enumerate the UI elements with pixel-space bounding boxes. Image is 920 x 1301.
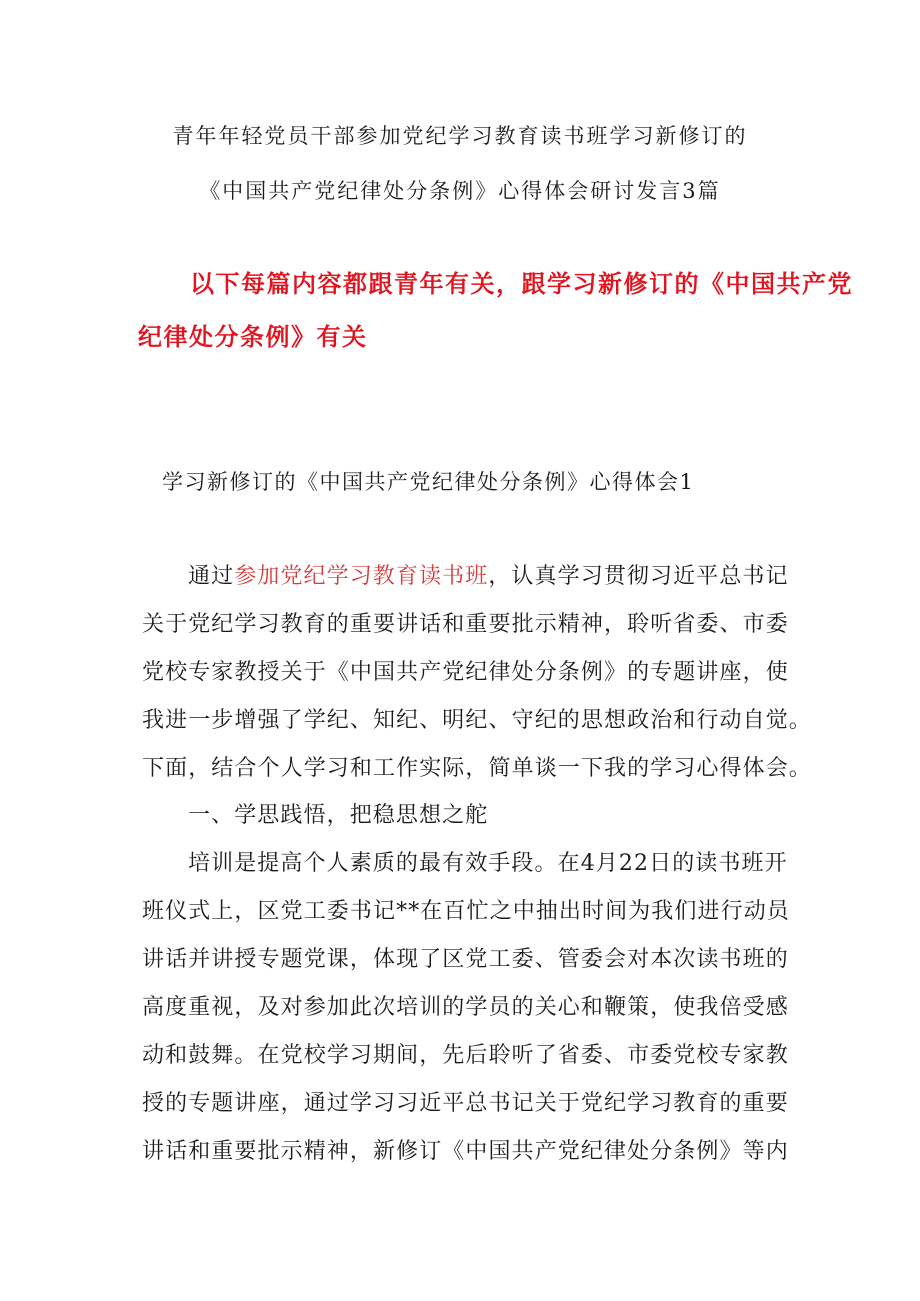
- paragraph-2-line-6: 授的专题讲座，通过学习习近平总书记关于党纪学习教育的重要: [142, 1091, 789, 1116]
- document-title-line-2: 《中国共产党纪律处分条例》心得体会研讨发言3篇: [199, 179, 721, 203]
- section-heading-1: 一、学思践悟，把稳思想之舵: [188, 803, 489, 828]
- notice-line-2: 纪律处分条例》有关: [138, 323, 368, 351]
- paragraph-1-line-1-text-a: 通过: [188, 564, 235, 589]
- document-title-line-1: 青年年轻党员干部参加党纪学习教育读书班学习新修订的: [172, 124, 748, 148]
- paragraph-1-line-1-text-b: ，认真学习贯彻习近平总书记: [488, 564, 789, 589]
- paragraph-1-line-1: [188, 559, 789, 590]
- paragraph-2-line-2: 班仪式上，区党工委书记**在百忙之中抽出时间为我们进行动员: [142, 899, 790, 924]
- section-title: 学习新修订的《中国共产党纪律处分条例》心得体会1: [162, 470, 695, 494]
- paragraph-1-line-2: 关于党纪学习教育的重要讲话和重要批示精神，聆听省委、市委: [142, 612, 789, 637]
- notice-line-1: 以下每篇内容都跟青年有关，跟学习新修订的《中国共产党: [190, 270, 853, 298]
- paragraph-1-line-5: 下面，结合个人学习和工作实际，简单谈一下我的学习心得体会。: [142, 756, 812, 781]
- paragraph-2-line-1: 培训是提高个人素质的最有效手段。在4月22日的读书班开: [188, 851, 788, 876]
- paragraph-2-line-7: 讲话和重要批示精神，新修订《中国共产党纪律处分条例》等内: [142, 1139, 789, 1164]
- paragraph-1-line-4: 我进一步增强了学纪、知纪、明纪、守纪的思想政治和行动自觉。: [142, 708, 812, 733]
- paragraph-2-line-5: 动和鼓舞。在党校学习期间，先后聆听了省委、市委党校专家教: [142, 1043, 789, 1068]
- paragraph-2-line-3: 讲话并讲授专题党课，体现了区党工委、管委会对本次读书班的: [142, 947, 789, 972]
- paragraph-1-line-3: 党校专家教授关于《中国共产党纪律处分条例》的专题讲座，使: [142, 660, 789, 685]
- reading-class-link[interactable]: 参加党纪学习教育读书班: [234, 564, 489, 589]
- paragraph-2-line-4: 高度重视，及对参加此次培训的学员的关心和鞭策，使我倍受感: [142, 995, 789, 1020]
